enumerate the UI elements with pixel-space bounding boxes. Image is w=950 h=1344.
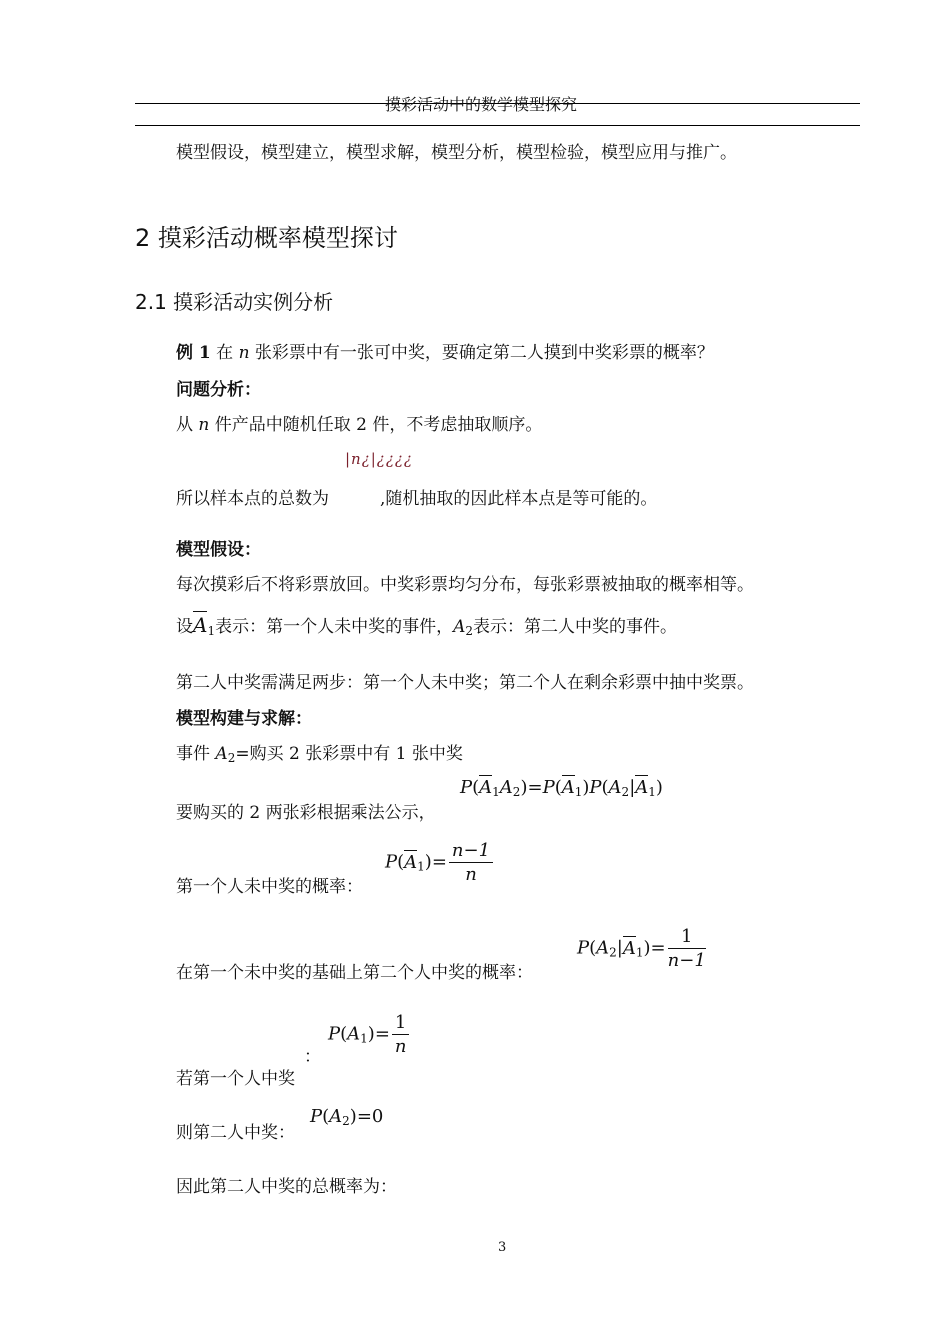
A: A: [608, 777, 622, 798]
s2: 2: [512, 785, 521, 799]
bar: |: [616, 937, 623, 959]
fraction: [449, 840, 493, 885]
section-2-title: 2 摸彩活动概率模型探讨: [135, 224, 398, 252]
lp: (: [589, 937, 597, 959]
denominator: n: [465, 864, 477, 885]
formula-p-second-zero: [310, 1106, 383, 1128]
formula-mult-rule: [460, 777, 663, 799]
P: P: [577, 937, 590, 959]
A: A: [561, 777, 575, 798]
lp: (: [554, 777, 562, 798]
analysis-heading: 问题分析：: [176, 380, 261, 400]
event-definition: [176, 739, 463, 765]
A: A: [329, 1106, 343, 1127]
A: A: [596, 937, 610, 959]
garbled-formula: |n¿|¿¿¿¿: [345, 450, 413, 468]
header-rule-bottom: [135, 125, 860, 126]
page-number: 3: [498, 1240, 507, 1255]
formula-p-first-miss: [385, 840, 493, 885]
eq: =: [650, 937, 666, 959]
P: P: [310, 1106, 323, 1127]
analysis-line-1: [176, 410, 542, 435]
rp: ): [424, 851, 432, 873]
sub-2: 2: [227, 751, 236, 765]
event-a2: [453, 617, 473, 637]
rp: ): [349, 1106, 357, 1127]
s1: 1: [648, 785, 656, 799]
s1: 1: [360, 1031, 368, 1046]
numerator: 1: [392, 1012, 409, 1035]
s1: 1: [417, 859, 425, 874]
assumption-line-2: [176, 612, 677, 638]
lp: (: [601, 777, 609, 798]
fraction: [392, 1012, 409, 1057]
A-symbol: A: [215, 744, 228, 764]
A: A: [635, 777, 649, 798]
construction-heading: 模型构建与求解：: [176, 709, 312, 729]
var-n: n: [238, 343, 250, 363]
lp: (: [340, 1023, 348, 1045]
lp: (: [397, 851, 405, 873]
rp: ): [520, 777, 528, 798]
eq: =: [527, 777, 543, 798]
analysis-line1-post: 件产品中随机任取 2 件，不考虑抽取顺序。: [209, 415, 543, 435]
intro-line: 模型假设，模型建立，模型求解，模型分析，模型检验，模型应用与推广。: [176, 143, 737, 163]
example-pre: 在: [210, 343, 239, 363]
formula-p-first-wins: [328, 1012, 409, 1057]
section-2-1-title: 2.1 摸彩活动实例分析: [135, 290, 334, 314]
A: A: [347, 1023, 361, 1045]
P: P: [542, 777, 555, 798]
example-label: 例 1: [176, 343, 211, 363]
P: P: [328, 1023, 341, 1045]
eq: =: [431, 851, 447, 873]
rp: ): [582, 777, 590, 798]
lp: (: [322, 1106, 330, 1127]
p-first-miss-text: 第一个人未中奖的概率：: [176, 877, 363, 897]
eq: =: [356, 1106, 372, 1127]
assumption-line2-pre: 设: [176, 617, 193, 637]
assumption-line2-mid: 表示：第一个人未中奖的事件，: [215, 617, 454, 637]
sub-2: 2: [465, 624, 474, 638]
formula-p-second-given: [577, 926, 706, 971]
event-a1-bar: [193, 613, 215, 637]
assumption-heading: 模型假设：: [176, 540, 261, 560]
A: A: [499, 777, 513, 798]
var-n: n: [198, 415, 210, 435]
A: A: [622, 937, 636, 959]
s2: 2: [609, 945, 617, 960]
s1: 1: [635, 945, 644, 960]
A-symbol: A: [193, 613, 208, 637]
total-prob-text: 因此第二人中奖的总概率为：: [176, 1177, 397, 1197]
s1: 1: [492, 785, 500, 799]
p-second-given-text: 在第一个未中奖的基础上第二个人中奖的概率：: [176, 963, 533, 983]
rp: ): [367, 1023, 375, 1045]
s1: 1: [574, 785, 583, 799]
P: P: [589, 777, 602, 798]
rp: ): [655, 777, 663, 798]
assumption-line-3: 第二人中奖需满足两步：第一个人未中奖；第二个人在剩余彩票中抽中奖票。: [176, 673, 754, 693]
A-symbol: A: [453, 617, 466, 637]
P: P: [385, 851, 398, 873]
lp: (: [472, 777, 480, 798]
event-a2: [215, 744, 235, 764]
then-second-text: 则第二人中奖：: [176, 1123, 295, 1143]
example-1: [176, 338, 714, 363]
mult-rule-text: 要购买的 2 两张彩根据乘法公示，: [176, 803, 436, 823]
assumption-line2-post: 表示：第二人中奖的事件。: [473, 617, 678, 637]
zero: 0: [371, 1106, 384, 1127]
bar: |: [629, 777, 636, 798]
event-pre: 事件: [176, 744, 216, 764]
event-post: =购买 2 张彩票中有 1 张中奖: [235, 744, 463, 764]
sub-1: 1: [207, 624, 216, 638]
eq: =: [374, 1023, 390, 1045]
denominator: n−1: [667, 950, 706, 971]
P: P: [460, 777, 473, 798]
A: A: [404, 851, 418, 873]
analysis-line1-pre: 从: [176, 415, 199, 435]
analysis-line-2-pre: 所以样本点的总数为: [176, 489, 329, 509]
A: A: [479, 777, 493, 798]
fraction: [668, 926, 706, 971]
s2: 2: [621, 785, 630, 799]
numerator: 1: [668, 926, 706, 949]
rp: ): [643, 937, 651, 959]
numerator: n−1: [449, 840, 493, 863]
denominator: n: [394, 1036, 407, 1057]
example-text: 张彩票中有一张可中奖，要确定第二人摸到中奖彩票的概率？: [249, 343, 714, 363]
first-wins-text: 若第一个人中奖: [176, 1069, 295, 1089]
s2: 2: [342, 1114, 350, 1128]
running-header: 摸彩活动中的数学模型探究: [385, 95, 578, 114]
assumption-line-1: 每次摸彩后不将彩票放回。中奖彩票均匀分布，每张彩票被抽取的概率相等。: [176, 575, 754, 595]
analysis-line-2-post: ,随机抽取的因此样本点是等可能的。: [380, 489, 658, 509]
colon-mark: ：: [304, 1047, 321, 1067]
